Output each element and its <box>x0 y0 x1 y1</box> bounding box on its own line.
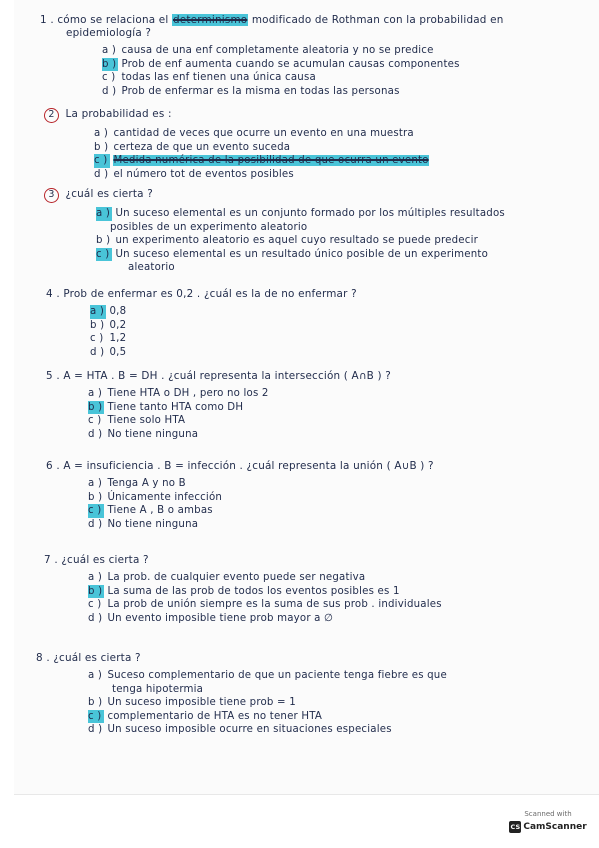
option-a-cont: tenga hipotermia <box>112 683 204 695</box>
question-text: ¿cuál es cierta ? <box>53 652 141 664</box>
options-list <box>44 127 599 181</box>
option-b: b ) un experimento aleatorio es aquel cuyo resultado se puede predecir <box>96 235 478 246</box>
option-b: b ) Prob de enf aumenta cuando se acumulan causas componentes <box>102 58 460 70</box>
highlighted-word: determinismo <box>173 14 248 26</box>
question-7 <box>44 554 599 625</box>
notebook-page <box>14 0 599 795</box>
option-d: d ) No tiene ninguna <box>88 518 199 530</box>
option-c: c ) Medida numérica de la posibilidad de que ocurra un evento <box>94 155 429 166</box>
question-number: 4 . <box>46 288 60 300</box>
option-c: c ) Un suceso elemental es un resultado único posible de un experimento <box>96 248 489 260</box>
brand-name: CamScanner <box>523 822 587 832</box>
circled-question-number: 2 <box>44 108 59 123</box>
question-number: 5 . <box>46 370 60 382</box>
option-a: a ) La prob. de cualquier evento puede ser negativa <box>88 572 366 583</box>
option-c: c ) 1,2 <box>90 333 127 344</box>
question-5 <box>46 370 599 441</box>
question-text-cont: epidemiología ? <box>66 27 152 39</box>
question-text: ¿cuál es cierta ? <box>61 554 149 566</box>
option-d: d ) 0,5 <box>90 346 127 358</box>
option-c: c ) todas las enf tienen una única causa <box>102 72 316 83</box>
camscanner-watermark <box>508 809 588 843</box>
option-c-cont: aleatorio <box>128 262 175 273</box>
options-list <box>40 44 599 98</box>
option-c: c ) Tiene solo HTA <box>88 415 186 426</box>
option-a: a ) Tiene HTA o DH , pero no los 2 <box>88 388 269 399</box>
question-text: A = HTA . B = DH . ¿cuál representa la intersección ( A∩B ) ? <box>63 370 391 382</box>
option-b: b ) La suma de las prob de todos los eventos posibles es 1 <box>88 585 400 597</box>
options-list <box>36 669 599 737</box>
options-list <box>44 571 599 625</box>
option-a: a ) Un suceso elemental es un conjunto formado por los múltiples resultados <box>96 208 505 219</box>
option-a: a ) cantidad de veces que ocurre un evento en una muestra <box>94 128 414 139</box>
scanned-with-label: Scanned with <box>524 810 572 818</box>
question-4 <box>46 288 599 359</box>
question-2 <box>44 108 599 181</box>
option-a: a ) causa de una enf completamente aleatoria y no se predice <box>102 45 434 56</box>
option-b: b ) Tiene tanto HTA como DH <box>88 401 244 413</box>
option-b: b ) 0,2 <box>90 319 127 331</box>
option-b: b ) Únicamente infección <box>88 491 223 503</box>
option-d: d ) el número tot de eventos posibles <box>94 168 294 180</box>
option-c: c ) Tiene A , B o ambas <box>88 505 213 516</box>
option-d: d ) Un suceso imposible ocurre en situaciones especiales <box>88 724 392 735</box>
question-text: Prob de enfermar es 0,2 . ¿cuál es la de no enfermar ? <box>63 288 357 300</box>
question-number: 8 . <box>36 652 50 664</box>
option-d: d ) Un evento imposible tiene prob mayor a ∅ <box>88 612 334 624</box>
circled-question-number: 3 <box>44 188 59 203</box>
option-d: d ) Prob de enfermar es la misma en todas las personas <box>102 85 400 97</box>
question-8 <box>36 652 599 737</box>
camscanner-logo-icon: CS <box>510 823 521 831</box>
question-text: cómo se relaciona el determinismo modificado de Rothman con la probabilidad en <box>57 14 504 26</box>
option-a: a ) Suceso complementario de que un paciente tenga fiebre es que <box>88 670 447 681</box>
option-a-cont: posibles de un experimento aleatorio <box>110 221 308 233</box>
option-a: a ) 0,8 <box>90 306 127 317</box>
option-b: b ) certeza de que un evento suceda <box>94 141 291 153</box>
options-list <box>44 207 599 275</box>
question-number: 6 . <box>46 460 60 472</box>
question-6 <box>46 460 599 531</box>
option-c: c ) complementario de HTA es no tener HTA <box>88 710 323 722</box>
options-list <box>46 477 599 531</box>
option-b: b ) Un suceso imposible tiene prob = 1 <box>88 697 296 708</box>
question-3 <box>44 188 599 275</box>
question-text: La probabilidad es : <box>65 108 172 120</box>
options-list <box>46 305 599 359</box>
option-c: c ) La prob de unión siempre es la suma de sus prob . individuales <box>88 599 442 610</box>
question-text: A = insuficiencia . B = infección . ¿cuál representa la unión ( A∪B ) ? <box>63 460 434 472</box>
option-d: d ) No tiene ninguna <box>88 428 199 440</box>
option-a: a ) Tenga A y no B <box>88 478 186 489</box>
question-text: ¿cuál es cierta ? <box>65 188 153 200</box>
options-list <box>46 387 599 441</box>
question-number: 7 . <box>44 554 58 566</box>
question-number: 1 . <box>40 14 54 26</box>
question-1 <box>40 14 599 98</box>
